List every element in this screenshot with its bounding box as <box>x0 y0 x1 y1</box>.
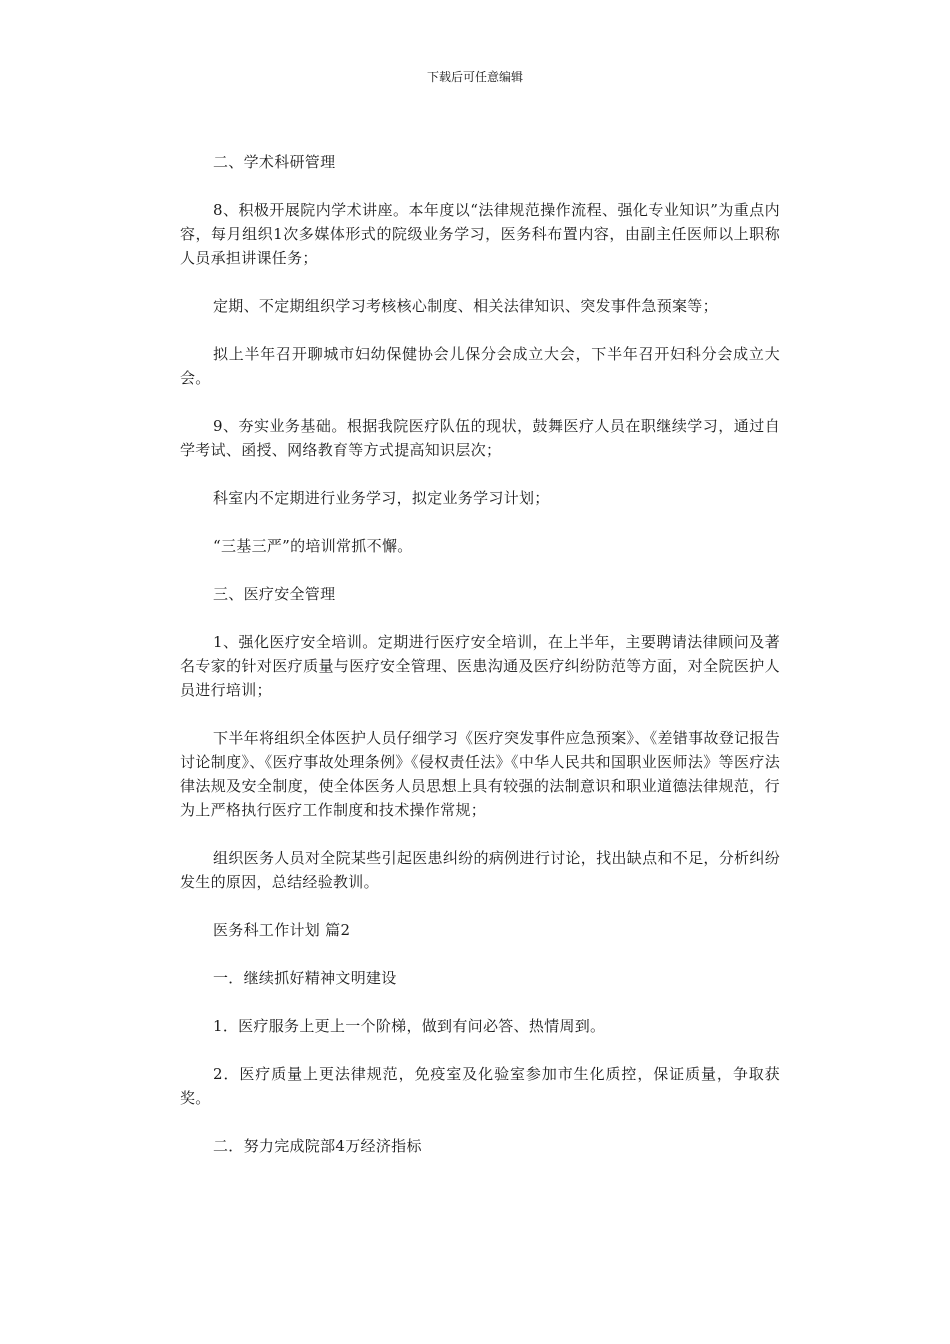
paragraph: 9、夯实业务基础。根据我院医疗队伍的现状，鼓舞医疗人员在职继续学习，通过自学考试、函授、网络教育等方式提高知识层次； <box>180 417 780 459</box>
paragraph: 一．继续抓好精神文明建设 <box>213 969 397 987</box>
paragraph: 组织医务人员对全院某些引起医患纠纷的病例进行讨论，找出缺点和不足，分析纠纷发生的原因，总结经验教训。 <box>180 849 780 891</box>
paragraph: 医务科工作计划 篇2 <box>213 921 351 939</box>
paragraph: 1．医疗服务上更上一个阶梯，做到有问必答、热情周到。 <box>213 1017 606 1035</box>
paragraph: 三、医疗安全管理 <box>213 585 336 603</box>
paragraph: 1、强化医疗安全培训。定期进行医疗安全培训，在上半年，主要聘请法律顾问及著名专家的针对医疗质量与医疗安全管理、医患沟通及医疗纠纷防范等方面，对全院医护人员进行培训； <box>180 633 780 699</box>
paragraph: 下半年将组织全体医护人员仔细学习《医疗突发事件应急预案》、《差错事故登记报告讨论制度》、《医疗事故处理条例》《侵权责任法》《中华人民共和国职业医师法》等医疗法律法规及安全制度，使全体医务人员思想上具有较强的法制意识和职业道德法律规范，行为上严格执行医疗工作制度和技术操作常规； <box>180 729 780 819</box>
paragraph: 二．努力完成院部4万经济指标 <box>213 1137 422 1155</box>
paragraph: 2．医疗质量上更法律规范，免疫室及化验室参加市生化质控，保证质量，争取获奖。 <box>180 1065 780 1107</box>
paragraph: 科室内不定期进行业务学习，拟定业务学习计划； <box>213 489 550 507</box>
document-body <box>180 150 780 1182</box>
paragraph: 8、积极开展院内学术讲座。本年度以“法律规范操作流程、强化专业知识”为重点内容，每月组织1次多媒体形式的院级业务学习，医务科布置内容，由副主任医师以上职称人员承担讲课任务； <box>180 201 780 267</box>
paragraph: 拟上半年召开聊城市妇幼保健协会儿保分会成立大会，下半年召开妇科分会成立大会。 <box>180 345 780 387</box>
paragraph: 定期、不定期组织学习考核核心制度、相关法律知识、突发事件急预案等； <box>213 297 718 315</box>
page-header: 下载后可任意编辑 <box>426 70 523 84</box>
paragraph: “三基三严”的培训常抓不懈。 <box>213 537 413 555</box>
paragraph: 二、学术科研管理 <box>213 153 336 171</box>
